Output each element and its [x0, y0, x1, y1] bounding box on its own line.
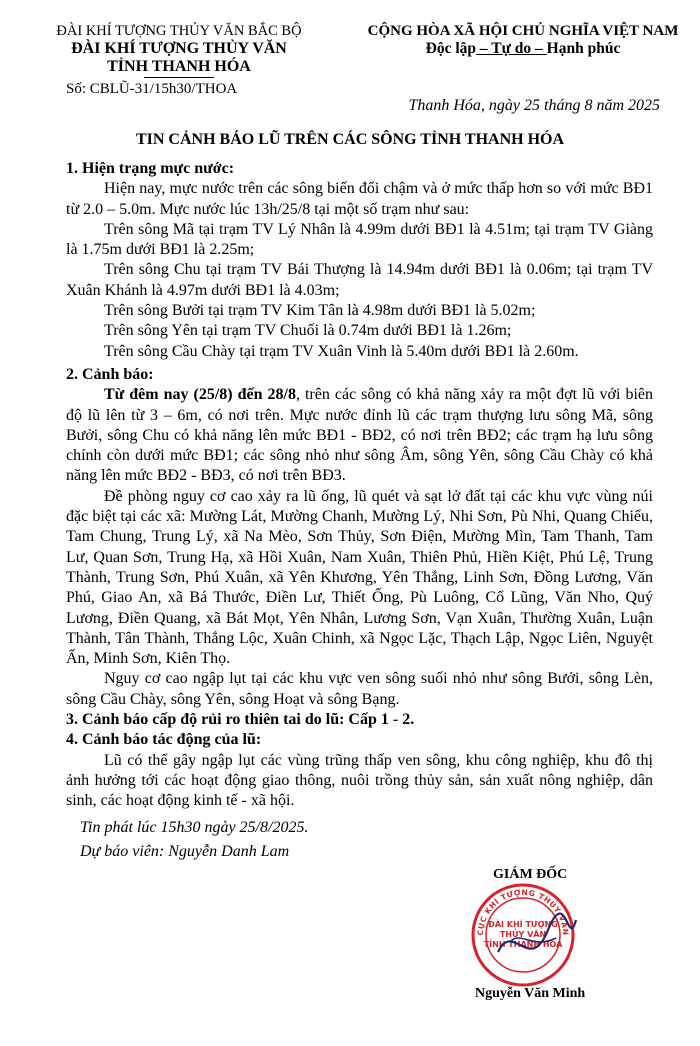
motto-part-3: Hạnh phúc — [546, 40, 621, 57]
station-reading: Trên sông Yên tại trạm TV Chuối là 0.74m dưới BĐ1 là 1.26m; — [104, 322, 512, 340]
station-reading: Trên sông Chu tại trạm TV Bái Thượng là 14.94m dưới BĐ1 là 0.06m; tại trạm TV Xuân Khánh là 4.97m dưới BĐ1 là 4.03m; — [66, 261, 653, 299]
warning-details: , trên các sông có khả năng xảy ra một đợt lũ với biên độ lũ lên từ 3 – 6m, có nơi trên. Mực nước đỉnh lũ các trạm thượng lưu sông Mã, sông Bưởi, sông Chu có khả năng lên mức BĐ1 - BĐ2, có nơi trên BĐ2; các trạm hạ lưu sông chính còn dưới mức BĐ1; các sông nhỏ như sông Âm, sông Yên, sông Cầu Chày có khả năng lên mức BĐ2 - BĐ3, có nơi trên BĐ3. — [66, 386, 654, 485]
motto-sep-2: – — [531, 40, 547, 57]
station-reading: Trên sông Bưởi tại trạm TV Kim Tân là 4.98m dưới BĐ1 là 5.02m; — [104, 302, 536, 320]
office-name-line2: TỈNH THANH HÓA — [107, 58, 251, 75]
section-1-intro: Hiện nay, mực nước trên các sông biến đổi chậm và ở mức thấp hơn so với mức BĐ1 từ 2.0 – 5.0m. Mực nước lúc 13h/25/8 tại một số trạm như sau: — [66, 180, 653, 218]
stamp-arc-text: CỤC KHÍ TƯỢNG THỦY VĂN — [475, 887, 571, 936]
motto-part-2: Tự do — [491, 40, 532, 57]
document-number: Số: CBLŨ-31/15h30/THOA — [66, 81, 238, 97]
date-line: Thanh Hóa, ngày 25 tháng 8 năm 2025 — [408, 97, 660, 114]
motto-part-1: Độc lập — [425, 40, 477, 57]
issued-time: Tin phát lúc 15h30 ngày 25/8/2025. — [80, 818, 309, 836]
section-2-heading: 2. Cảnh báo: — [66, 365, 154, 383]
section-4-heading: 4. Cảnh báo tác động của lũ: — [66, 731, 262, 749]
country-name: CỘNG HÒA XÃ HỘI CHỦ NGHĨA VIỆT NAM — [367, 23, 679, 39]
signatory-name: Nguyễn Văn Minh — [475, 986, 586, 1001]
inundation-paragraph: Nguy cơ cao ngập lụt tại các khu vực ven sông suối nhỏ như sông Bưởi, sông Lèn, sông Cầu Chày, sông Yên, sông Hoạt và sông Bạng. — [66, 670, 653, 708]
stamp-line-1: ĐÀI KHÍ TƯỢNG — [488, 920, 558, 929]
section-1-heading: 1. Hiện trạng mực nước: — [66, 160, 235, 177]
official-stamp — [458, 880, 588, 990]
station-reading: Trên sông Mã tại trạm TV Lý Nhân là 4.99m dưới BĐ1 là 4.51m; tại trạm TV Giàng là 1.75m dưới BĐ1 là 2.25m; — [66, 220, 653, 259]
section-3-heading: 3. Cảnh báo cấp độ rủi ro thiên tai do lũ: Cấp 1 - 2. — [66, 711, 415, 729]
warning-period: Từ đêm nay (25/8) đến 28/8 — [104, 386, 296, 404]
motto-sep-1: – — [476, 40, 492, 57]
stamp-line-2: THỦY VĂN — [499, 930, 547, 939]
signatory-title: GIÁM ĐỐC — [493, 867, 568, 882]
impact-paragraph: Lũ có thể gây ngập lụt các vùng trũng thấp ven sông, khu công nghiệp, khu đô thị ảnh hưởng tới các hoạt động giao thông, nuôi trồng thủy sản, sản xuất nông nghiệp, dân sinh, các hoạt động kinh tế - xã hội. — [66, 751, 653, 810]
station-reading: Trên sông Cầu Chày tại trạm TV Xuân Vinh là 5.40m dưới BĐ1 là 2.60m. — [104, 342, 579, 360]
document-title: TIN CẢNH BÁO LŨ TRÊN CÁC SÔNG TỈNH THANH HÓA — [135, 131, 565, 148]
stamp-line-3: TỈNH THANH HÓA — [483, 940, 563, 949]
issuer-underline — [144, 77, 214, 78]
document-body — [66, 159, 653, 862]
national-motto — [353, 40, 693, 58]
forecaster-name: Dự báo viên: Nguyễn Danh Lam — [80, 842, 290, 860]
flash-flood-paragraph: Đề phòng nguy cơ cao xảy ra lũ ống, lũ quét và sạt lở đất tại các khu vực vùng núi đặc biệt tại các xã: Mường Lát, Mường Chanh, Mường Lý, Nhi Sơn, Pù Nhi, Quang Chiểu, Tam Chung, Trung Lý, xã Na Mèo, Sơn Thủy, Sơn Điện, Mường Mìn, Tam Thanh, Tam Lư, Quan Sơn, Trung Hạ, xã Hồi Xuân, Nam Xuân, Thiên Phủ, Hiền Kiệt, Phú Lệ, Trung Thành, Trung Sơn, Phú Xuân, xã Yên Khương, Yên Thắng, Linh Sơn, Đồng Lương, Văn Phú, Giao An, xã Bá Thước, Điền Lư, Thiết Ống, Pù Luông, Cổ Lũng, Văn Nho, Quý Lương, Điền Quang, xã Bát Mọt, Yên Nhân, Lương Sơn, Vạn Xuân, Thường Xuân, Luận Thành, Tân Thành, Thắng Lộc, Xuân Chinh, xã Ngọc Lặc, Thạch Lập, Ngọc Liên, Nguyệt Ấn, Minh Sơn, Kiên Thọ. — [66, 487, 653, 668]
warning-paragraph — [66, 385, 653, 486]
office-name-line1: ĐÀI KHÍ TƯỢNG THỦY VĂN — [71, 40, 287, 57]
national-header — [353, 22, 693, 58]
issuer-block — [48, 22, 310, 98]
agency-name: ĐÀI KHÍ TƯỢNG THỦY VĂN BẮC BỘ — [56, 23, 302, 39]
